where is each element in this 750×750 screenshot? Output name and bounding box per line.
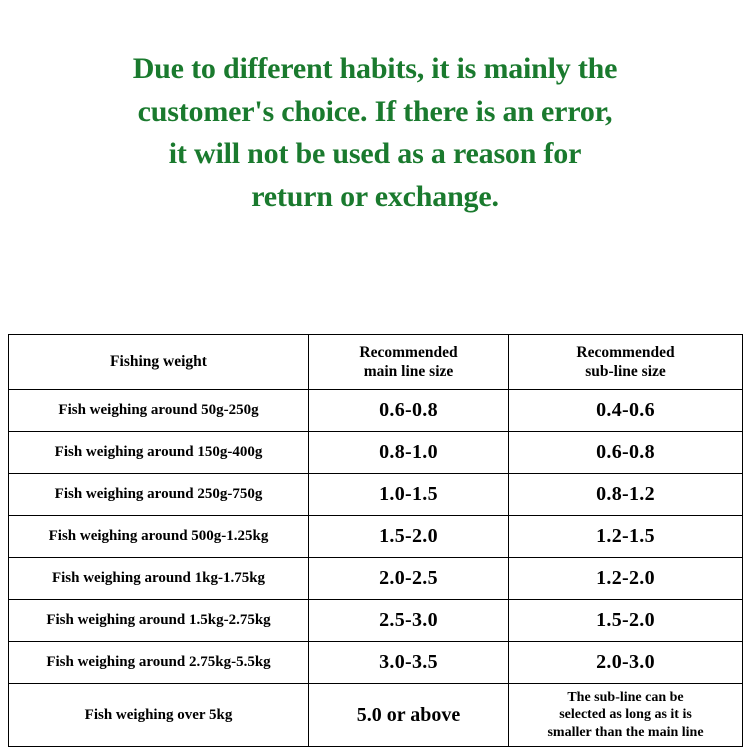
header-fishing-weight: Fishing weight (9, 335, 309, 390)
row-weight-label: Fish weighing around 500g-1.25kg (9, 516, 309, 558)
row-main-line-value: 2.0-2.5 (309, 558, 509, 600)
table-row (9, 642, 743, 684)
row-sub-line-note-line2: selected as long as it is (559, 707, 692, 723)
row-main-line-value: 1.5-2.0 (309, 516, 509, 558)
table-header-row (9, 335, 743, 390)
row-sub-line-value: 0.6-0.8 (509, 432, 743, 474)
row-main-line-value: 5.0 or above (309, 684, 509, 747)
row-sub-line-note (509, 684, 743, 747)
sizing-table-container (8, 334, 742, 747)
header-sub-line-size-line2: sub-line size (585, 363, 666, 380)
header-sub-line-size-line1: Recommended (576, 343, 675, 361)
row-sub-line-note-line1: The sub-line can be (567, 690, 684, 706)
page-title-line-2: customer's choice. If there is an error, (137, 94, 613, 128)
row-main-line-value: 1.0-1.5 (309, 474, 509, 516)
header-main-line-size (309, 335, 509, 390)
table-row (9, 684, 743, 747)
row-weight-label: Fish weighing around 150g-400g (9, 432, 309, 474)
row-weight-label: Fish weighing over 5kg (9, 684, 309, 747)
row-weight-label: Fish weighing around 250g-750g (9, 474, 309, 516)
page-title (0, 0, 750, 218)
page-title-line-3: it will not be used as a reason for (168, 137, 582, 171)
row-sub-line-value: 0.8-1.2 (509, 474, 743, 516)
row-sub-line-value: 1.2-1.5 (509, 516, 743, 558)
row-sub-line-value: 0.4-0.6 (509, 390, 743, 432)
header-main-line-size-line2: main line size (363, 363, 454, 380)
row-main-line-value: 0.8-1.0 (309, 432, 509, 474)
line-sizing-table (8, 334, 743, 747)
table-row (9, 474, 743, 516)
header-sub-line-size (509, 335, 743, 390)
page-title-line-4: return or exchange. (251, 179, 499, 213)
row-main-line-value: 0.6-0.8 (309, 390, 509, 432)
row-sub-line-value: 1.5-2.0 (509, 600, 743, 642)
table-row (9, 600, 743, 642)
row-weight-label: Fish weighing around 1.5kg-2.75kg (9, 600, 309, 642)
row-sub-line-value: 2.0-3.0 (509, 642, 743, 684)
row-sub-line-note-line3: smaller than the main line (547, 724, 704, 740)
row-main-line-value: 3.0-3.5 (309, 642, 509, 684)
table-row (9, 390, 743, 432)
table-row (9, 558, 743, 600)
table-row (9, 432, 743, 474)
row-weight-label: Fish weighing around 1kg-1.75kg (9, 558, 309, 600)
row-sub-line-value: 1.2-2.0 (509, 558, 743, 600)
table-row (9, 516, 743, 558)
page-title-line-1: Due to different habits, it is mainly the (132, 52, 618, 85)
row-main-line-value: 2.5-3.0 (309, 600, 509, 642)
row-weight-label: Fish weighing around 2.75kg-5.5kg (9, 642, 309, 684)
header-main-line-size-line1: Recommended (359, 343, 458, 361)
row-weight-label: Fish weighing around 50g-250g (9, 390, 309, 432)
